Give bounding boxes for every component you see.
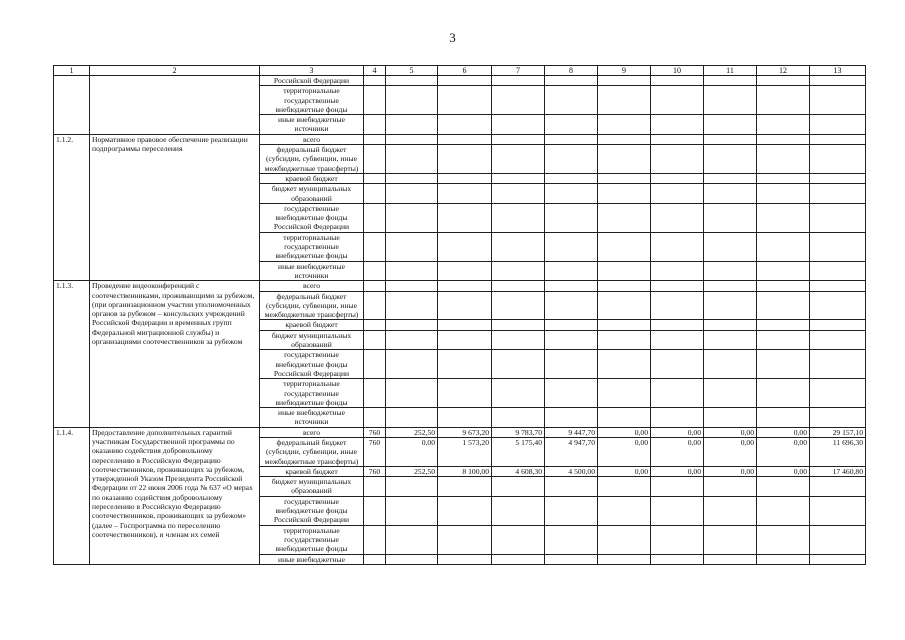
amount-cell [492, 184, 545, 204]
amount-cell [704, 525, 757, 554]
column-header: 5 [386, 66, 438, 76]
amount-cell [810, 261, 866, 281]
funding-source-cell: бюджет муниципальных образований [260, 184, 364, 204]
amount-cell [438, 145, 492, 174]
amount-cell: 9 447,70 [545, 427, 598, 437]
amount-cell [757, 477, 810, 497]
amount-cell [810, 477, 866, 497]
amount-cell [598, 232, 651, 261]
amount-cell [651, 350, 704, 379]
code-cell [364, 86, 386, 115]
amount-cell [492, 76, 545, 86]
amount-cell [545, 115, 598, 135]
amount-cell [651, 496, 704, 525]
amount-cell [438, 76, 492, 86]
funding-source-cell: территориальные государственные внебюджетные фонды [260, 86, 364, 115]
amount-cell: 0,00 [598, 427, 651, 437]
amount-cell [545, 232, 598, 261]
amount-cell [757, 184, 810, 204]
amount-cell: 0,00 [651, 466, 704, 476]
amount-cell [492, 291, 545, 320]
amount-cell [545, 281, 598, 291]
amount-cell: 0,00 [598, 466, 651, 476]
amount-cell [810, 134, 866, 144]
amount-cell [651, 184, 704, 204]
amount-cell [810, 320, 866, 330]
amount-cell [386, 184, 438, 204]
item-description-cell: Предоставление дополнительных гарантий участникам Государственной программы по оказанию содействия добровольному переселению в Российскую Федерацию соотечественников, проживающих за рубежом, утвержденной Указом Президента Российской Федерации от 22 июня 2006 года № 637 «О мерах по оказанию содействия добровольному переселению в Российскую Федерацию соотечественников, проживающих за рубежом» (далее – Госпрограмма по переселению соотечественников), и членам их семей [90, 427, 260, 564]
amount-cell [492, 145, 545, 174]
amount-cell [810, 145, 866, 174]
amount-cell [651, 291, 704, 320]
code-cell [364, 115, 386, 135]
amount-cell [438, 86, 492, 115]
amount-cell [386, 203, 438, 232]
amount-cell [810, 115, 866, 135]
amount-cell [704, 115, 757, 135]
amount-cell [651, 145, 704, 174]
code-cell [364, 320, 386, 330]
amount-cell [598, 261, 651, 281]
amount-cell [810, 330, 866, 350]
amount-cell [545, 173, 598, 183]
amount-cell: 11 696,30 [810, 437, 866, 466]
amount-cell [757, 203, 810, 232]
amount-cell [651, 203, 704, 232]
amount-cell [545, 379, 598, 408]
amount-cell [492, 350, 545, 379]
amount-cell [545, 477, 598, 497]
amount-cell [757, 134, 810, 144]
amount-cell: 9 783,70 [492, 427, 545, 437]
funding-source-cell: территориальные государственные внебюджетные фонды [260, 379, 364, 408]
amount-cell [598, 554, 651, 564]
amount-cell [598, 496, 651, 525]
amount-cell: 0,00 [386, 437, 438, 466]
amount-cell [492, 261, 545, 281]
amount-cell [438, 203, 492, 232]
amount-cell [598, 350, 651, 379]
column-header: 10 [651, 66, 704, 76]
amount-cell [386, 281, 438, 291]
amount-cell [386, 330, 438, 350]
amount-cell [810, 184, 866, 204]
column-header: 4 [364, 66, 386, 76]
amount-cell: 0,00 [598, 437, 651, 466]
amount-cell [545, 320, 598, 330]
funding-source-cell: всего [260, 427, 364, 437]
amount-cell [704, 173, 757, 183]
amount-cell [757, 496, 810, 525]
funding-source-cell: иные внебюджетные источники [260, 408, 364, 428]
amount-cell [545, 203, 598, 232]
code-cell [364, 173, 386, 183]
amount-cell [598, 477, 651, 497]
funding-source-cell: государственные внебюджетные фонды Российской Федерации [260, 203, 364, 232]
amount-cell [545, 330, 598, 350]
amount-cell [651, 320, 704, 330]
amount-cell [704, 232, 757, 261]
amount-cell [386, 408, 438, 428]
item-description-cell: Проведение видеоконференций с соотечественниками, проживающими за рубежом, (при организационном участии уполномоченных органов за рубежом – консульских учреждений Российской Федерации и временных групп Федеральной миграционной службы) и организациями соотечественников за рубежом [90, 281, 260, 427]
amount-cell [386, 76, 438, 86]
amount-cell [757, 145, 810, 174]
amount-cell: 8 100,00 [438, 466, 492, 476]
amount-cell: 1 573,20 [438, 437, 492, 466]
amount-cell [492, 408, 545, 428]
table-row [54, 76, 866, 86]
funding-source-cell: государственные внебюджетные фонды Российской Федерации [260, 350, 364, 379]
amount-cell [492, 203, 545, 232]
amount-cell [810, 173, 866, 183]
amount-cell [386, 525, 438, 554]
code-cell [364, 477, 386, 497]
funding-source-cell: иные внебюджетные источники [260, 261, 364, 281]
amount-cell [704, 281, 757, 291]
amount-cell [704, 76, 757, 86]
amount-cell: 0,00 [757, 437, 810, 466]
amount-cell [438, 379, 492, 408]
amount-cell [598, 379, 651, 408]
amount-cell [438, 477, 492, 497]
code-cell [364, 261, 386, 281]
amount-cell [492, 173, 545, 183]
code-cell [364, 281, 386, 291]
amount-cell: 252,50 [386, 466, 438, 476]
amount-cell [386, 173, 438, 183]
amount-cell [757, 291, 810, 320]
amount-cell [757, 281, 810, 291]
amount-cell [545, 145, 598, 174]
amount-cell: 4 500,00 [545, 466, 598, 476]
amount-cell [386, 477, 438, 497]
amount-cell [704, 554, 757, 564]
table-row [54, 134, 866, 144]
amount-cell [704, 184, 757, 204]
funding-source-cell: федеральный бюджет (субсидии, субвенции, иные межбюджетные трансферты) [260, 437, 364, 466]
amount-cell [598, 320, 651, 330]
code-cell [364, 232, 386, 261]
amount-cell [651, 408, 704, 428]
code-cell [364, 76, 386, 86]
amount-cell [545, 525, 598, 554]
amount-cell [810, 232, 866, 261]
amount-cell: 0,00 [651, 427, 704, 437]
item-description-cell: Нормативное правовое обеспечение реализации подпрограммы переселения [90, 134, 260, 280]
amount-cell [438, 408, 492, 428]
amount-cell [704, 330, 757, 350]
amount-cell [545, 291, 598, 320]
funding-source-cell: иные внебюджетные [260, 554, 364, 564]
amount-cell [598, 115, 651, 135]
amount-cell [492, 115, 545, 135]
amount-cell [386, 350, 438, 379]
amount-cell [704, 86, 757, 115]
amount-cell [545, 184, 598, 204]
amount-cell: 0,00 [704, 466, 757, 476]
amount-cell [545, 554, 598, 564]
column-header: 2 [90, 66, 260, 76]
amount-cell [810, 203, 866, 232]
amount-cell [598, 408, 651, 428]
funding-source-cell: краевой бюджет [260, 320, 364, 330]
funding-source-cell: бюджет муниципальных образований [260, 477, 364, 497]
column-header: 9 [598, 66, 651, 76]
amount-cell [492, 525, 545, 554]
amount-cell [810, 496, 866, 525]
amount-cell [651, 281, 704, 291]
funding-source-cell: краевой бюджет [260, 466, 364, 476]
amount-cell [492, 554, 545, 564]
amount-cell [598, 173, 651, 183]
funding-source-cell: федеральный бюджет (субсидии, субвенции, иные межбюджетные трансферты) [260, 291, 364, 320]
item-number-cell: 1.1.2. [54, 134, 90, 280]
amount-cell [757, 115, 810, 135]
amount-cell [651, 134, 704, 144]
amount-cell [651, 115, 704, 135]
funding-source-cell: федеральный бюджет (субсидии, субвенции, иные межбюджетные трансферты) [260, 145, 364, 174]
amount-cell [704, 379, 757, 408]
amount-cell [757, 232, 810, 261]
amount-cell: 0,00 [651, 437, 704, 466]
amount-cell: 0,00 [704, 437, 757, 466]
amount-cell [438, 525, 492, 554]
funding-source-cell: всего [260, 134, 364, 144]
amount-cell [810, 379, 866, 408]
code-cell: 760 [364, 466, 386, 476]
amount-cell [757, 330, 810, 350]
funding-source-cell: территориальные государственные внебюджетные фонды [260, 232, 364, 261]
column-header: 1 [54, 66, 90, 76]
amount-cell [598, 203, 651, 232]
code-cell [364, 291, 386, 320]
amount-cell: 252,50 [386, 427, 438, 437]
amount-cell [810, 76, 866, 86]
amount-cell [810, 86, 866, 115]
amount-cell [704, 408, 757, 428]
code-cell [364, 554, 386, 564]
column-header: 8 [545, 66, 598, 76]
amount-cell [598, 86, 651, 115]
amount-cell [492, 134, 545, 144]
amount-cell: 9 673,20 [438, 427, 492, 437]
amount-cell [438, 134, 492, 144]
amount-cell [492, 86, 545, 115]
amount-cell [598, 525, 651, 554]
amount-cell [386, 554, 438, 564]
amount-cell [651, 554, 704, 564]
column-number-row [54, 66, 866, 76]
amount-cell [704, 134, 757, 144]
funding-source-cell: иные внебюджетные источники [260, 115, 364, 135]
amount-cell [757, 261, 810, 281]
code-cell [364, 408, 386, 428]
budget-table [53, 65, 866, 565]
amount-cell [704, 320, 757, 330]
amount-cell [386, 291, 438, 320]
amount-cell [651, 86, 704, 115]
amount-cell [704, 203, 757, 232]
amount-cell [810, 525, 866, 554]
amount-cell [598, 330, 651, 350]
column-header: 13 [810, 66, 866, 76]
amount-cell: 4 947,70 [545, 437, 598, 466]
code-cell [364, 134, 386, 144]
amount-cell [810, 408, 866, 428]
amount-cell [438, 184, 492, 204]
amount-cell [492, 281, 545, 291]
column-header: 12 [757, 66, 810, 76]
amount-cell [651, 261, 704, 281]
amount-cell [492, 330, 545, 350]
funding-source-cell: Российской Федерации [260, 76, 364, 86]
amount-cell [386, 320, 438, 330]
amount-cell [704, 496, 757, 525]
code-cell [364, 330, 386, 350]
amount-cell [704, 145, 757, 174]
amount-cell [438, 281, 492, 291]
table-body [54, 76, 866, 565]
code-cell [364, 350, 386, 379]
code-cell: 760 [364, 437, 386, 466]
item-description-cell [90, 76, 260, 135]
column-header: 11 [704, 66, 757, 76]
amount-cell [704, 477, 757, 497]
amount-cell [704, 350, 757, 379]
amount-cell [386, 115, 438, 135]
amount-cell [757, 86, 810, 115]
column-header: 6 [438, 66, 492, 76]
funding-source-cell: территориальные государственные внебюджетные фонды [260, 525, 364, 554]
amount-cell [545, 408, 598, 428]
amount-cell [492, 320, 545, 330]
column-header: 3 [260, 66, 364, 76]
amount-cell [386, 496, 438, 525]
code-cell [364, 379, 386, 408]
code-cell [364, 145, 386, 174]
amount-cell [438, 330, 492, 350]
amount-cell [545, 496, 598, 525]
amount-cell [704, 291, 757, 320]
amount-cell [651, 525, 704, 554]
amount-cell [492, 477, 545, 497]
amount-cell [386, 86, 438, 115]
amount-cell [757, 76, 810, 86]
amount-cell [386, 232, 438, 261]
amount-cell [598, 184, 651, 204]
amount-cell [757, 173, 810, 183]
table-row [54, 281, 866, 291]
amount-cell [651, 173, 704, 183]
amount-cell [810, 554, 866, 564]
amount-cell [438, 554, 492, 564]
amount-cell [386, 379, 438, 408]
amount-cell [598, 291, 651, 320]
code-cell [364, 184, 386, 204]
amount-cell [386, 134, 438, 144]
item-number-cell: 1.1.4. [54, 427, 90, 564]
amount-cell [757, 320, 810, 330]
amount-cell [598, 281, 651, 291]
amount-cell [810, 350, 866, 379]
amount-cell [757, 554, 810, 564]
amount-cell [438, 173, 492, 183]
amount-cell: 0,00 [757, 427, 810, 437]
table-row [54, 427, 866, 437]
amount-cell [651, 76, 704, 86]
amount-cell [598, 134, 651, 144]
amount-cell [545, 76, 598, 86]
amount-cell [598, 76, 651, 86]
amount-cell [810, 281, 866, 291]
amount-cell [545, 134, 598, 144]
amount-cell [438, 232, 492, 261]
amount-cell [757, 379, 810, 408]
amount-cell [492, 496, 545, 525]
funding-source-cell: всего [260, 281, 364, 291]
amount-cell: 4 608,30 [492, 466, 545, 476]
amount-cell [757, 408, 810, 428]
amount-cell [438, 115, 492, 135]
amount-cell: 29 157,10 [810, 427, 866, 437]
code-cell [364, 496, 386, 525]
amount-cell [598, 145, 651, 174]
code-cell [364, 203, 386, 232]
amount-cell: 17 460,80 [810, 466, 866, 476]
amount-cell [438, 350, 492, 379]
amount-cell [438, 496, 492, 525]
funding-source-cell: государственные внебюджетные фонды Российской Федерации [260, 496, 364, 525]
amount-cell: 0,00 [757, 466, 810, 476]
amount-cell [492, 232, 545, 261]
column-header: 7 [492, 66, 545, 76]
code-cell: 760 [364, 427, 386, 437]
amount-cell [438, 261, 492, 281]
amount-cell [438, 320, 492, 330]
funding-source-cell: бюджет муниципальных образований [260, 330, 364, 350]
amount-cell [386, 261, 438, 281]
amount-cell [386, 145, 438, 174]
item-number-cell: 1.1.3. [54, 281, 90, 427]
amount-cell [651, 232, 704, 261]
amount-cell [651, 330, 704, 350]
amount-cell [438, 291, 492, 320]
amount-cell [545, 86, 598, 115]
amount-cell [545, 261, 598, 281]
amount-cell [757, 525, 810, 554]
item-number-cell [54, 76, 90, 135]
amount-cell [492, 379, 545, 408]
amount-cell: 0,00 [704, 427, 757, 437]
amount-cell [757, 350, 810, 379]
amount-cell [651, 477, 704, 497]
code-cell [364, 525, 386, 554]
page-number: 3 [449, 30, 456, 45]
amount-cell [651, 379, 704, 408]
amount-cell [545, 350, 598, 379]
funding-source-cell: краевой бюджет [260, 173, 364, 183]
amount-cell [810, 291, 866, 320]
amount-cell: 5 175,40 [492, 437, 545, 466]
amount-cell [704, 261, 757, 281]
